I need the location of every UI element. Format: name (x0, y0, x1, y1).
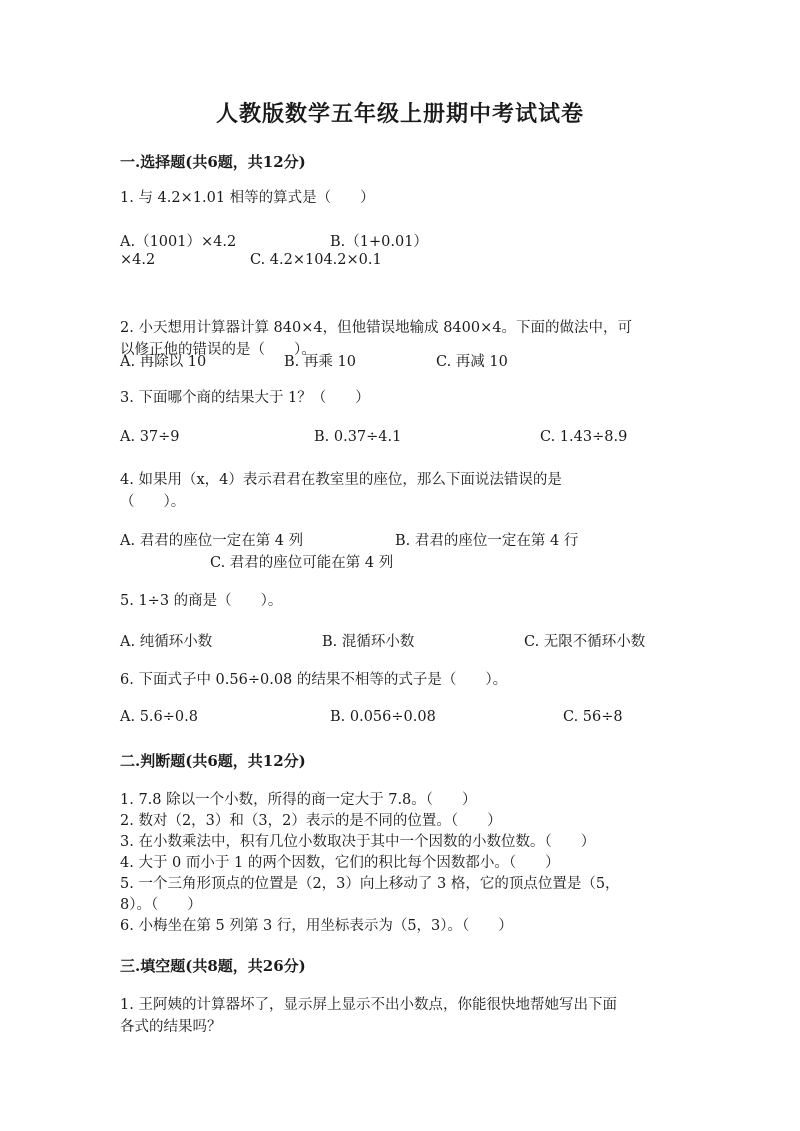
option-a: A. 5.6÷0.8 (120, 709, 198, 725)
option-a: A.（1001）×4.2 (120, 234, 237, 250)
option-b: B.（1+0.01） (330, 234, 428, 250)
option-c: C. 再减 10 (436, 354, 508, 370)
option-b: B. 0.056÷0.08 (330, 709, 436, 725)
question-text: 3. 下面哪个商的结果大于 1？（ ） (120, 390, 370, 406)
option-b: B. 混循环小数 (322, 634, 415, 650)
question-text: 4. 如果用（x，4）表示君君在教室里的座位，那么下面说法错误的是 (120, 472, 562, 488)
section-heading-judge: 二.判断题(共6题，共12分) (120, 752, 306, 770)
section-heading-choice: 一.选择题(共6题，共12分) (120, 153, 306, 171)
judge-item: 4. 大于 0 而小于 1 的两个因数，它们的积比每个因数都小。（ ） (120, 855, 560, 871)
judge-item: 2. 数对（2，3）和（3，2）表示的是不同的位置。（ ） (120, 813, 502, 829)
question-text-continued: 以修正他的错误的是（ ）。 (120, 342, 316, 358)
question-text: 2. 小天想用计算器计算 840×4，但他错误地输成 8400×4。下面的做法中，可 (120, 320, 632, 336)
option-b: B. 君君的座位一定在第 4 行 (395, 533, 579, 549)
option-c: C. 4.2×104.2×0.1 (250, 252, 382, 268)
section-heading-fill: 三.填空题(共8题，共26分) (120, 957, 306, 975)
question-text: 6. 下面式子中 0.56÷0.08 的结果不相等的式子是（ ）。 (120, 672, 508, 688)
option-b: B. 0.37÷4.1 (314, 429, 402, 445)
judge-item: 1. 7.8 除以一个小数，所得的商一定大于 7.8。（ ） (120, 792, 477, 808)
option-c: C. 无限不循环小数 (524, 634, 646, 650)
option-b: B. 再乘 10 (284, 354, 356, 370)
judge-item-continued: 8）。（ ） (120, 897, 202, 913)
judge-item: 5. 一个三角形顶点的位置是（2，3）向上移动了 3 格，它的顶点位置是（5， (120, 876, 620, 892)
question-text: 1. 与 4.2×1.01 相等的算式是（ ） (120, 190, 375, 206)
option-b-continued: ×4.2 (120, 252, 156, 268)
option-c: C. 1.43÷8.9 (540, 429, 628, 445)
page-title: 人教版数学五年级上册期中考试试卷 (215, 101, 584, 127)
option-c: C. 君君的座位可能在第 4 列 (210, 555, 394, 571)
judge-item: 3. 在小数乘法中，积有几位小数取决于其中一个因数的小数位数。（ ） (120, 834, 596, 850)
option-a: A. 再除以 10 (120, 354, 207, 370)
option-a: A. 37÷9 (120, 429, 180, 445)
question-text-continued: 各式的结果吗？ (120, 1019, 222, 1035)
question-text-continued: （ ）。 (120, 494, 186, 510)
option-a: A. 君君的座位一定在第 4 列 (120, 533, 304, 549)
judge-item: 6. 小梅坐在第 5 列第 3 行，用坐标表示为（5，3）。（ ） (120, 918, 513, 934)
question-text: 5. 1÷3 的商是（ ）。 (120, 593, 283, 609)
option-a: A. 纯循环小数 (120, 634, 213, 650)
question-text: 1. 王阿姨的计算器坏了，显示屏上显示不出小数点，你能很快地帮她写出下面 (120, 997, 617, 1013)
option-c: C. 56÷8 (563, 709, 623, 725)
